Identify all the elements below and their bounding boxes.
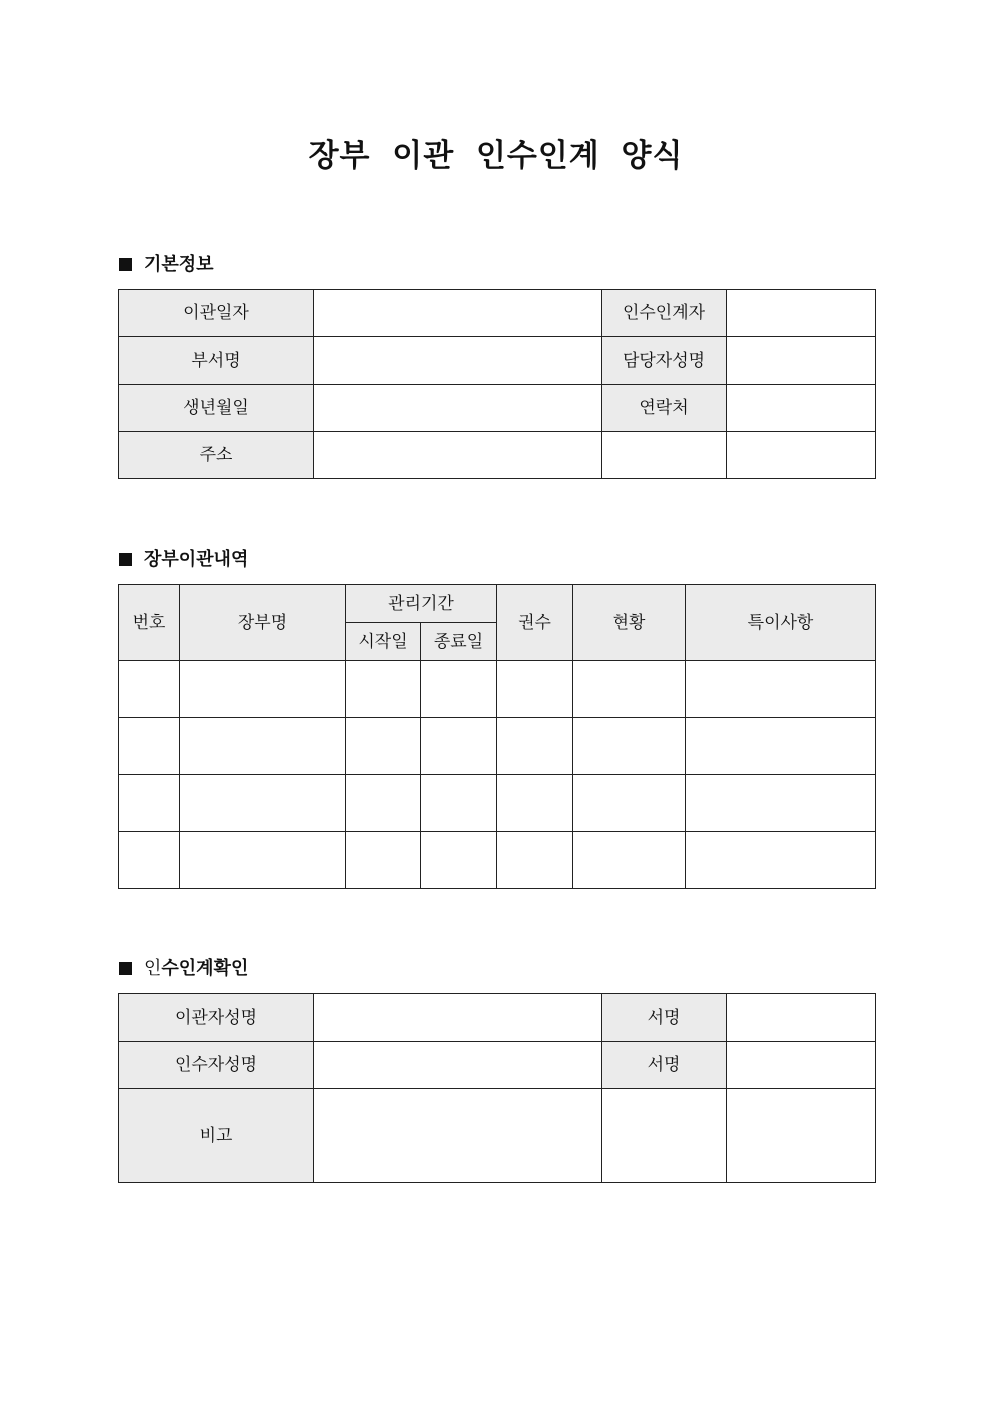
transferor-name-field[interactable] — [314, 994, 602, 1042]
status-cell[interactable] — [573, 661, 686, 718]
end-date-cell[interactable] — [421, 718, 497, 775]
transfer-list-heading-text: 장부이관내역 — [144, 549, 249, 570]
basic-info-heading — [119, 253, 214, 277]
basic-info-heading-text: 기본정보 — [144, 254, 214, 275]
receiver-name-field[interactable] — [314, 1042, 602, 1089]
square-bullet-icon — [119, 553, 132, 566]
number-cell[interactable] — [119, 718, 180, 775]
transferor-signature-field[interactable] — [727, 994, 876, 1042]
square-bullet-icon — [119, 962, 132, 975]
end-date-cell[interactable] — [421, 661, 497, 718]
basic-info-row — [119, 337, 876, 385]
address-label: 주소 — [119, 432, 314, 479]
contact-field[interactable] — [727, 385, 876, 432]
status-cell[interactable] — [573, 718, 686, 775]
confirmation-heading — [119, 957, 248, 981]
status-cell[interactable] — [573, 832, 686, 889]
manager-name-field[interactable] — [727, 337, 876, 385]
ledger-name-cell[interactable] — [180, 775, 346, 832]
confirmation-heading-prefix: 인 — [144, 958, 162, 979]
end-date-header: 종료일 — [421, 623, 497, 661]
remarks-cell[interactable] — [686, 718, 876, 775]
basic-info-table — [118, 289, 876, 479]
number-cell[interactable] — [119, 661, 180, 718]
basic-info-row — [119, 432, 876, 479]
basic-info-row — [119, 290, 876, 337]
ledger-name-cell[interactable] — [180, 832, 346, 889]
volumes-cell[interactable] — [497, 718, 573, 775]
confirmation-row — [119, 1089, 876, 1183]
transferor-signature-label: 서명 — [602, 994, 727, 1042]
receiver-signature-label: 서명 — [602, 1042, 727, 1089]
confirmation-heading-text: 수인계확인 — [161, 958, 249, 979]
remarks-cell[interactable] — [686, 775, 876, 832]
remarks-cell[interactable] — [686, 661, 876, 718]
handover-person-field[interactable] — [727, 290, 876, 337]
birth-date-field[interactable] — [314, 385, 602, 432]
confirmation-row — [119, 1042, 876, 1089]
transfer-date-label: 이관일자 — [119, 290, 314, 337]
page-title: 장부 이관 인수인계 양식 — [308, 138, 684, 174]
number-header: 번호 — [119, 585, 180, 661]
start-date-cell[interactable] — [346, 661, 421, 718]
ledger-name-cell[interactable] — [180, 718, 346, 775]
transferor-name-label: 이관자성명 — [119, 994, 314, 1042]
contact-label: 연락처 — [602, 385, 727, 432]
manager-name-label: 담당자성명 — [602, 337, 727, 385]
status-header: 현황 — [573, 585, 686, 661]
status-cell[interactable] — [573, 775, 686, 832]
handover-person-label: 인수인계자 — [602, 290, 727, 337]
remarks-extra-field[interactable] — [727, 1089, 876, 1183]
management-period-header: 관리기간 — [346, 585, 497, 623]
volumes-cell[interactable] — [497, 832, 573, 889]
address-extra-cell[interactable] — [602, 432, 727, 479]
birth-date-label: 생년월일 — [119, 385, 314, 432]
table-header-row — [119, 585, 876, 623]
end-date-cell[interactable] — [421, 832, 497, 889]
table-row — [119, 775, 876, 832]
transfer-list-heading — [119, 548, 248, 572]
address-extra-field[interactable] — [727, 432, 876, 479]
volumes-cell[interactable] — [497, 661, 573, 718]
remarks-field[interactable] — [314, 1089, 602, 1183]
start-date-cell[interactable] — [346, 718, 421, 775]
address-field[interactable] — [314, 432, 602, 479]
number-cell[interactable] — [119, 832, 180, 889]
start-date-cell[interactable] — [346, 832, 421, 889]
receiver-name-label: 인수자성명 — [119, 1042, 314, 1089]
remarks-cell[interactable] — [686, 832, 876, 889]
ledger-name-cell[interactable] — [180, 661, 346, 718]
number-cell[interactable] — [119, 775, 180, 832]
department-label: 부서명 — [119, 337, 314, 385]
table-row — [119, 661, 876, 718]
confirmation-row — [119, 994, 876, 1042]
start-date-header: 시작일 — [346, 623, 421, 661]
transfer-list-table — [118, 584, 876, 889]
transfer-date-field[interactable] — [314, 290, 602, 337]
table-row — [119, 832, 876, 889]
basic-info-row — [119, 385, 876, 432]
department-field[interactable] — [314, 337, 602, 385]
square-bullet-icon — [119, 258, 132, 271]
confirmation-table — [118, 993, 876, 1183]
end-date-cell[interactable] — [421, 775, 497, 832]
remarks-header: 특이사항 — [686, 585, 876, 661]
volumes-header: 권수 — [497, 585, 573, 661]
start-date-cell[interactable] — [346, 775, 421, 832]
receiver-signature-field[interactable] — [727, 1042, 876, 1089]
volumes-cell[interactable] — [497, 775, 573, 832]
remarks-label: 비고 — [119, 1089, 314, 1183]
remarks-extra-cell[interactable] — [602, 1089, 727, 1183]
ledger-name-header: 장부명 — [180, 585, 346, 661]
table-row — [119, 718, 876, 775]
